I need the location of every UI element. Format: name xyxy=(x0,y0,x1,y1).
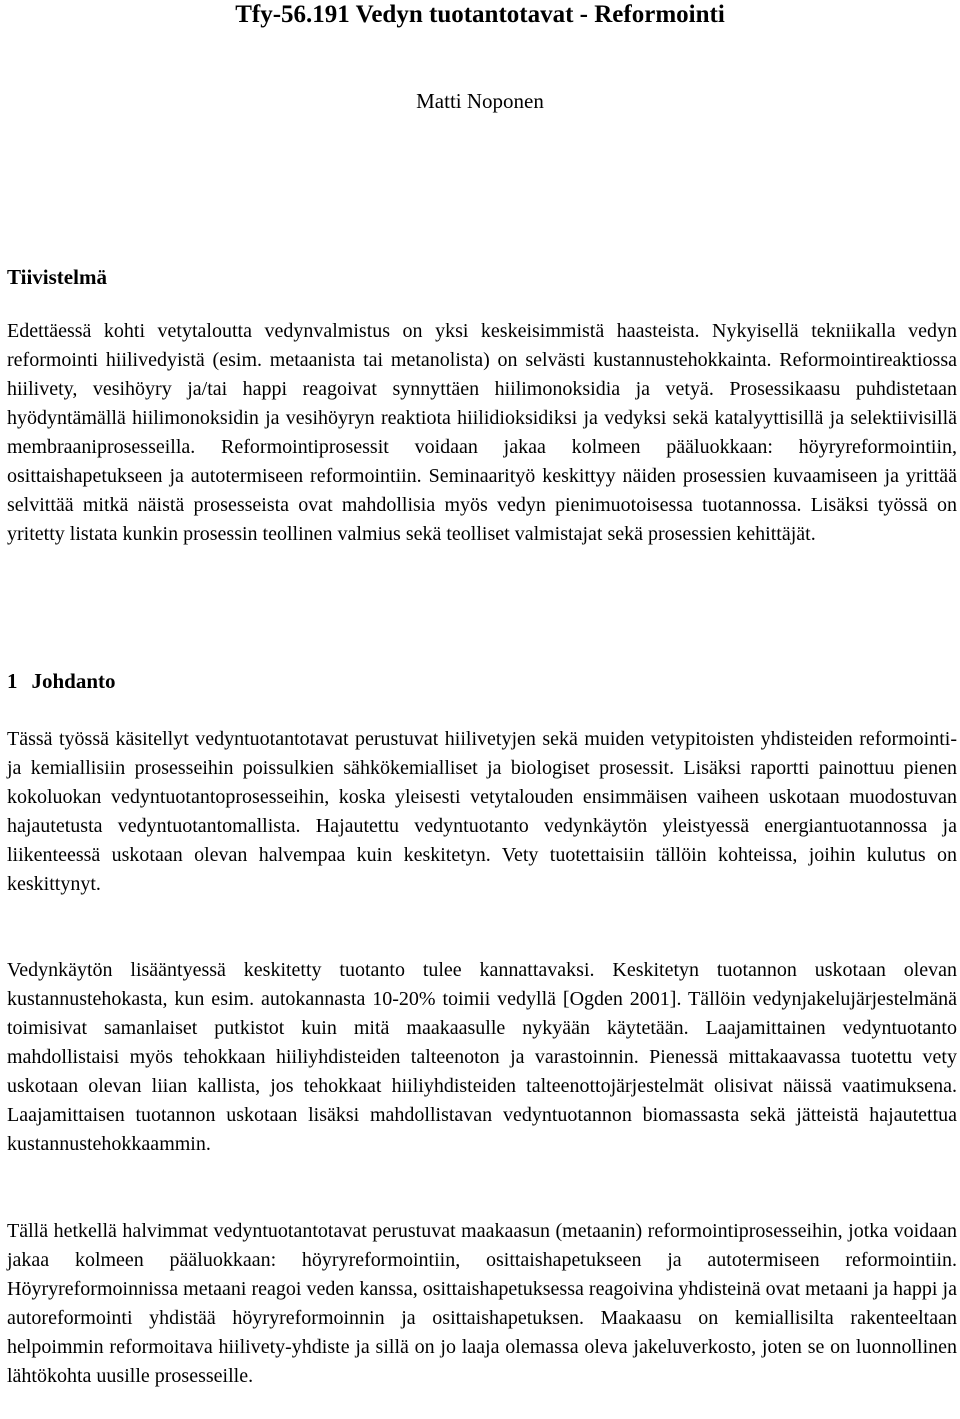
abstract-heading: Tiivistelmä xyxy=(7,265,107,289)
document-title: Tfy-56.191 Vedyn tuotantotavat - Reformointi xyxy=(235,1,725,28)
section-heading xyxy=(7,668,116,694)
author-name: Matti Noponen xyxy=(416,89,544,113)
body-paragraph: Vedynkäytön lisääntyessä keskitetty tuotanto tulee kannattavaksi. Keskitetyn tuotannon uskotaan olevan kustannustehokasta, kun esim. autokannasta 10-20% toimii vedyllä [Ogden 2001]. Tällöin vedynjakelujärjestelmänä toimisivat samanlaiset putkistot kuin mitä maakaasulle nykyään käytetään. Laajamittainen vedyntuotanto mahdollistaisi myös tehokkaan hiiliyhdisteiden talteenoton ja varastoinnin. Pienessä mittakaavassa tuotettu vety uskotaan olevan liian kallista, jos tehokkaat hiiliyhdisteiden talteenottojärjestelmät olisivat näissä vaatimuksena. Laajamittaisen tuotannon uskotaan lisäksi mahdollistavan vedyntuotannon biomassasta sekä jätteistä hajautettua kustannustehokkaammin. xyxy=(7,959,957,1155)
abstract-paragraph: Edettäessä kohti vetytaloutta vedynvalmistus on yksi keskeisimmistä haasteista. Nykyisellä tekniikalla vedyn reformointi hiilivedyistä (esim. metaanista tai metanolista) on selvästi kustannustehokkainta. Reformointireaktiossa hiilivety, vesihöyry ja/tai happi reagoivat synnyttäen hiilimonoksidia ja vetyä. Prosessikaasu puhdistetaan hyödyntämällä hiilimonoksidin ja vesihöyryn reaktiota hiilidioksidiksi ja vedyksi sekä katalyyttisillä ja selektiivisillä membraaniprosesseilla. Reformointiprosessit voidaan jakaa kolmeen pääluokkaan: höyryreformointiin, osittaishapetukseen ja autotermiseen reformointiin. Seminaarityö keskittyy näiden prosessien kuvaamiseen ja yrittää selvittää mitkä näistä prosesseista ovat mahdollisia myös vedyn pienimuotoisessa tuotannossa. Lisäksi työssä on yritetty listata kunkin prosessin teollinen valmius sekä teolliset valmistajat sekä prosessien kehittäjät. xyxy=(7,320,957,545)
body-paragraph: Tällä hetkellä halvimmat vedyntuotantotavat perustuvat maakaasun (metaanin) reformointiprosesseihin, jotka voidaan jakaa kolmeen pääluokkaan: höyryreformointiin, osittaishapetukseen ja autotermiseen reformointiin. Höyryreformoinnissa metaani reagoi veden kanssa, osittaishapetuksessa reagoivina yhdisteinä ovat metaani ja happi ja autoreformointi yhdistää höyryreformoinnin ja osittaishapetuksen. Maakaasu on kemiallisilta rakenteeltaan helpoimmin reformoitava hiilivety-yhdiste ja sillä on jo laaja olemassa oleva jakeluverkosto, joten se on luonnollinen lähtökohta uusille prosesseille. xyxy=(7,1220,957,1387)
section-title: Johdanto xyxy=(31,669,116,693)
body-paragraph: Tässä työssä käsitellyt vedyntuotantotavat perustuvat hiilivetyjen sekä muiden vetypitoisten yhdisteiden reformointi- ja kemiallisiin prosesseihin poissulkien sähkökemialliset ja biologiset prosessit. Lisäksi raportti painottuu pienen kokoluokan vedyntuotantoprosesseihin, koska yleisesti vetytalouden ensimmäisen vaiheen uskotaan muodostuvan hajautetusta vedyntuotantomallista. Hajautettu vedyntuotanto vedynkäytön yleistyessä energiantuotannossa ja liikenteessä uskotaan olevan halvempaa kuin keskitetyn. Vety tuotettaisiin tällöin kohteissa, joihin kulutus on keskittynyt. xyxy=(7,728,957,895)
section-number: 1 xyxy=(7,669,18,693)
